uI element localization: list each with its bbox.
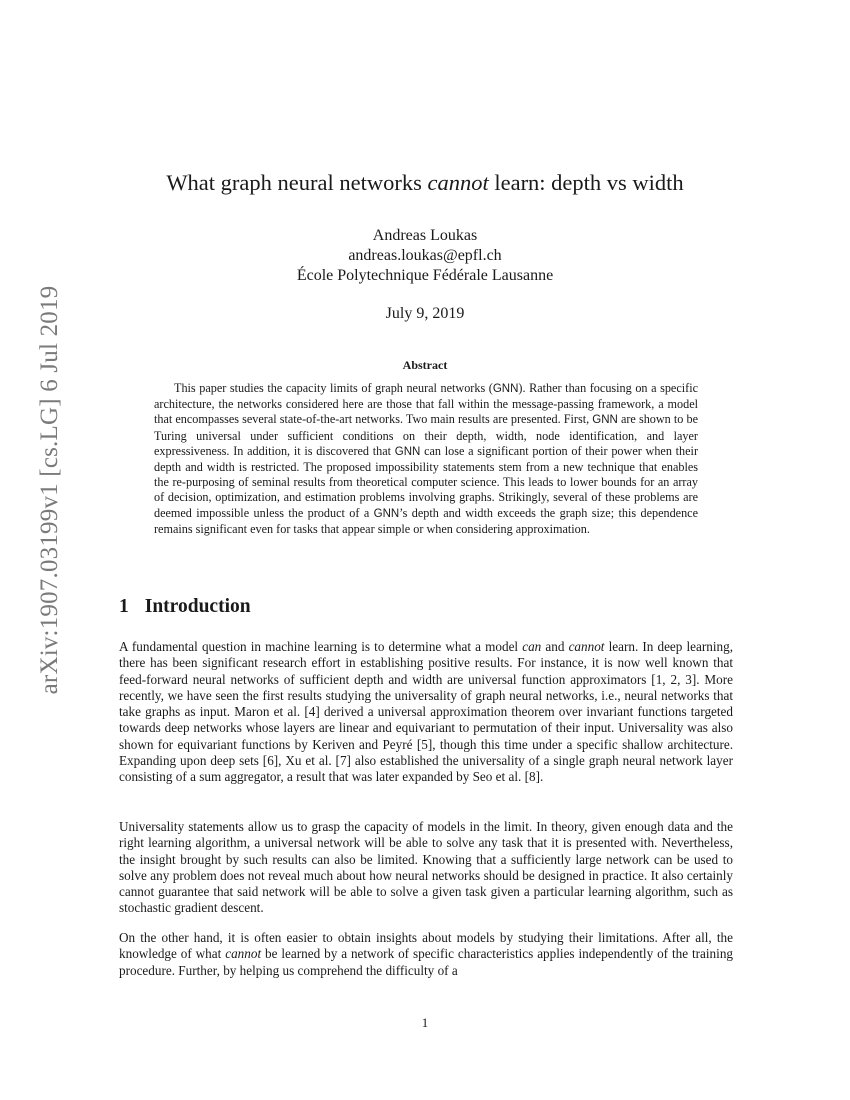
title-part-1: What graph neural networks (166, 170, 428, 195)
page-number: 1 (421, 1015, 429, 1030)
paper-date: July 9, 2019 (385, 305, 465, 322)
gnn-acronym: GNN (373, 507, 400, 520)
paragraph-text: On the other hand, it is often easier to obtain insights about models by studying their limitations. After all, the knowledge of what (119, 930, 733, 962)
paper-title (0, 170, 850, 196)
abstract-text: This paper studies the capacity limits of graph neural networks ( (174, 381, 493, 395)
paragraph-text: A fundamental question in machine learning is to determine what a model (119, 639, 523, 654)
intro-paragraph-3 (119, 930, 733, 979)
section-heading-introduction (119, 596, 251, 618)
emphasis-text: can (522, 639, 542, 654)
arxiv-id-text: arXiv:1907.03199v1 [cs.LG] 6 Jul 2019 (36, 285, 63, 695)
abstract-text: are shown to be Turing universal under sufficient conditions on their depth, width, node identification, and layer expressiveness. In addition, it is discovered that (154, 412, 698, 458)
section-number: 1 (119, 596, 129, 617)
gnn-acronym: GNN (592, 414, 618, 427)
author-affiliation: École Polytechnique Fédérale Lausanne (296, 267, 554, 284)
abstract-heading: Abstract (402, 358, 448, 372)
gnn-acronym: GNN (492, 383, 519, 395)
section-title: Introduction (144, 596, 251, 617)
title-emphasis: cannot (427, 170, 489, 195)
emphasis-text: cannot (225, 946, 262, 962)
author-block (0, 226, 850, 286)
abstract-text: can lose a significant portion of their power when their depth and width is restricted. The proposed impossibility statements stem from a new technique that enables the re-purposing of seminal results from theoretical computer science. This leads to lower bounds for an array of decision, optimization, and estimation problems involving graphs. Strikingly, several of these problems are deemed impossible unless the product of a (154, 443, 698, 520)
paragraph-text: learn. In deep learning, there has been significant research effort in establishing positive results. For instance, it is now well known that feed-forward neural networks of sufficient depth and width are universal function approximators [1, 2, 3]. More recently, we have seen the first results studying the universality of graph neural networks, i.e., neural networks that take graphs as input. Maron et al. [4] derived a universal approximation theorem over invariant functions targeted towards deep networks whose layers are linear and equivariant to permutation of their input. Universality was also shown for equivariant functions by Keriven and Peyré [5], though this time under a specific shallow architecture. Expanding upon deep sets [6], Xu et al. [7] also established the universality of a single graph neural network layer consisting of a sum aggregator, a result that was later expanded by Seo et al. [8]. (119, 639, 733, 785)
paragraph-text: and (541, 639, 569, 654)
abstract-text: ). Rather than focusing on a specific architecture, the networks considered here are those that fall within the message-passing framework, a model that encompasses several state-of-the-art networks. Two main results are presented. First, (154, 381, 698, 427)
paragraph-text: be learned by a network of specific characteristics applies independently of the training procedure. Further, by helping us comprehend the difficulty of a (119, 946, 734, 978)
abstract-body (154, 381, 698, 537)
intro-paragraph-1 (119, 639, 733, 786)
abstract-text: ’s depth and width exceeds the graph size; this dependence remains significant even for tasks that appear simple or when considering approximation. (154, 505, 698, 536)
title-part-2: learn: depth vs width (488, 170, 684, 195)
gnn-acronym: GNN (394, 445, 421, 458)
emphasis-text: cannot (568, 639, 605, 654)
author-name: Andreas Loukas (372, 227, 478, 244)
author-email: andreas.loukas@epfl.ch (348, 247, 502, 264)
intro-paragraph-2: Universality statements allow us to grasp the capacity of models in the limit. In theory, given enough data and the right learning algorithm, a universal network will be able to solve any task that it is presented with. Nevertheless, the insight brought by such results can also be limited. Knowing that a sufficiently large network can be used to solve any problem does not reveal much about how neural networks should be designed in practice. It also certainly cannot guarantee that said network will be able to solve a given task given a particular learning algorithm, such as stochastic gradient descent. (119, 819, 733, 916)
